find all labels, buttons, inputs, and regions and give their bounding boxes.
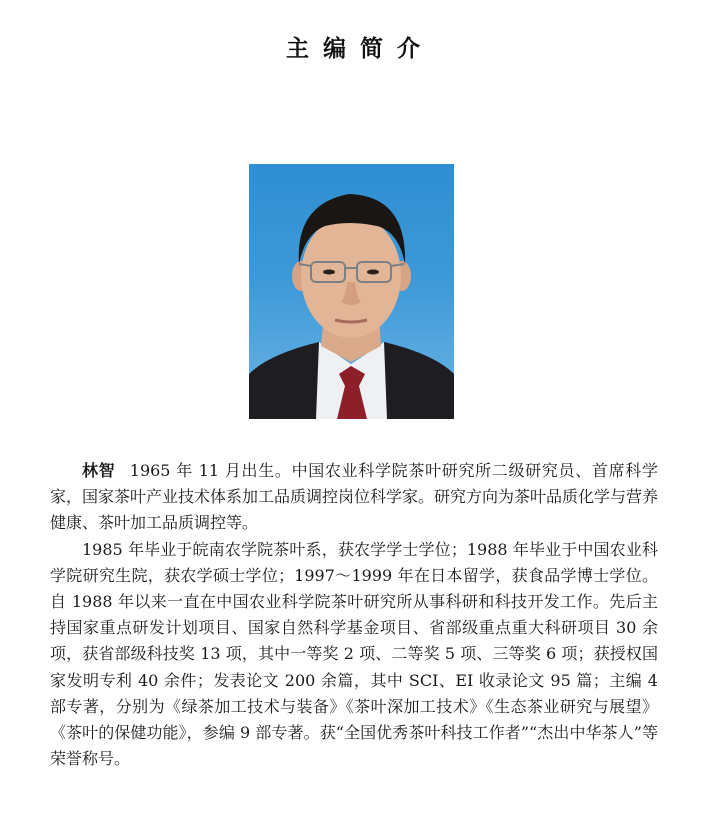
bio-paragraph-2: 1985 年毕业于皖南农学院茶叶系，获农学学士学位；1988 年毕业于中国农业科学院研究生院，获农学硕士学位；1997～1999 年在日本留学，获食品学博士学位。自 1988 年以来一直在中国农业科学院茶叶研究所从事科研和科技开发工作。先后主持国家重点研发计划项目、国家自然科学基金项目、省部级重点重大科研项目 30 余项，获省部级科技奖 13 项，其中一等奖 2 项、二等奖 5 项、三等奖 6 项；获授权国家发明专利 40 余件；发表论文 200 余篇，其中 SCI、EI 收录论文 95 篇；主编 4 部专著，分别为《绿茶加工技术与装备》《茶叶深加工技术》《生态茶业研究与展望》《茶叶的保健功能》，参编 9 部专著。获“全国优秀茶叶科技工作者”“杰出中华茶人”等荣誉称号。 xyxy=(50,539,658,769)
author-bio xyxy=(50,458,658,772)
author-name: 林智 xyxy=(82,461,116,480)
bio-paragraph-1 xyxy=(50,458,658,537)
page-title: 主编简介 xyxy=(286,36,434,62)
portrait-illustration xyxy=(249,164,454,419)
bio-paragraph-1-text: 1965 年 11 月出生。中国农业科学院茶叶研究所二级研究员、首席科学家，国家茶叶产业技术体系加工品质调控岗位科学家。研究方向为茶叶品质化学与营养健康、茶叶加工品质调控等。 xyxy=(50,461,659,533)
portrait-photo xyxy=(249,164,454,419)
